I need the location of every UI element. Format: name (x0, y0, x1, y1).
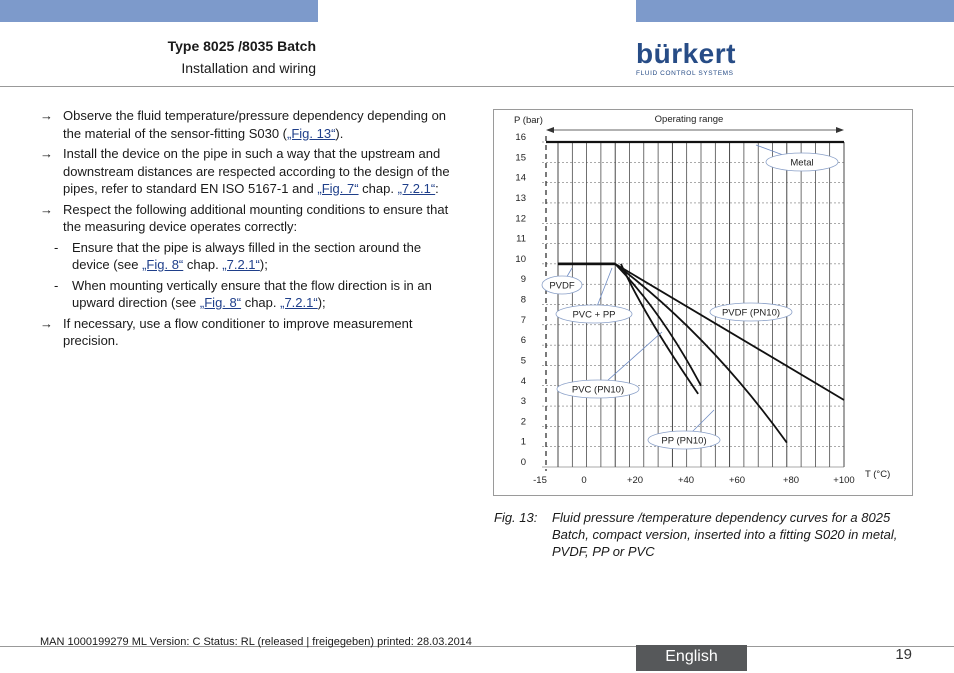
y-tick-label: 10 (515, 253, 526, 265)
logo-tagline: FLUID CONTROL SYSTEMS (636, 70, 734, 77)
instruction-item: → Observe the fluid temperature/pressure dependency depending on the material of the sensor-fitting S030 („Fig. 13“). (40, 108, 447, 141)
figure-13 (493, 109, 913, 496)
x-tick-label: +20 (626, 475, 644, 486)
series-label-pp-pn10-: PP (PN10) (661, 435, 707, 447)
y-tick-label: 13 (515, 192, 526, 204)
link-fig-8[interactable]: „Fig. 8“ (142, 257, 184, 272)
y-tick-label: 8 (520, 294, 526, 306)
arrow-icon: → (40, 315, 53, 331)
instruction-item: → If necessary, use a flow conditioner to improve measurement precision. (40, 315, 413, 348)
page-number: 19 (895, 646, 912, 663)
document-info: MAN 1000199279 ML Version: C Status: RL (released | freigegeben) printed: 28.03.2014 (40, 636, 472, 648)
document-title: Type 8025 /8035 Batch (167, 38, 316, 54)
link-chapter-7-2-1[interactable]: „7.2.1“ (397, 181, 436, 196)
instruction-list (40, 107, 460, 353)
header-divider (0, 86, 954, 87)
x-tick-label: +60 (728, 475, 746, 486)
sub-item: - When mounting vertically ensure that the flow direction is in an upward direction (see „Fig. 8“ chap. „7.2.1“); (54, 277, 432, 310)
series-label-pvdf: PVDF (549, 280, 575, 292)
series-label-pvc-pp: PVC + PP (572, 309, 616, 321)
y-tick-label: 14 (515, 172, 526, 184)
dash-bullet: - (54, 239, 59, 255)
x-tick-label: +80 (782, 475, 800, 486)
section-subtitle: Installation and wiring (181, 60, 316, 76)
sub-item: - Ensure that the pipe is always filled in the section around the device (see „Fig. 8“ chap. „7.2.1“); (54, 239, 422, 272)
link-chapter-7-2-1[interactable]: „7.2.1“ (280, 295, 318, 310)
y-tick-label: 0 (520, 457, 526, 468)
y-tick-label: 11 (516, 233, 526, 245)
pressure-temperature-chart (494, 110, 912, 495)
arrow-icon: → (40, 146, 53, 161)
instruction-item: → Respect the following additional mounting conditions to ensure that the measuring device operates correctly: (40, 201, 449, 234)
operating-range-arrowhead-left (546, 127, 554, 133)
operating-range-arrowhead-right (836, 127, 844, 133)
x-tick-label: +100 (833, 475, 855, 486)
y-tick-label: 2 (520, 416, 526, 428)
x-tick-label: 0 (581, 475, 587, 486)
y-tick-label: 4 (520, 375, 526, 387)
y-tick-label: 15 (515, 152, 526, 164)
logo-word: bürkert (636, 38, 736, 69)
y-tick-label: 7 (520, 314, 526, 326)
arrow-icon: → (40, 108, 53, 123)
header-bar-left (0, 0, 318, 22)
burkert-logo (636, 40, 736, 77)
link-fig-8[interactable]: „Fig. 8“ (199, 295, 242, 310)
y-tick-label: 12 (515, 213, 526, 225)
link-fig-7[interactable]: „Fig. 7“ (317, 181, 359, 196)
arrow-icon: → (40, 201, 53, 217)
header-bar-right (636, 0, 954, 22)
language-tab: English (636, 645, 747, 671)
instruction-item: → Install the device on the pipe in such a way that the upstream and downstream distances are respected according to the design of the pipes, refer to standard EN ISO 5167-1 and „Fig. 7“ chap. „7.2.1“: (40, 146, 450, 196)
x-axis-label: T (°C) (865, 469, 891, 480)
series-label-pvc-pn10-: PVC (PN10) (571, 384, 625, 396)
operating-range-label: Operating range (654, 114, 724, 125)
series-label-pvdf-pn10-: PVDF (PN10) (721, 307, 781, 319)
y-tick-label: 3 (520, 396, 526, 408)
dash-bullet: - (54, 277, 59, 293)
caption-label: Fig. 13: (494, 510, 538, 525)
y-tick-label: 6 (520, 335, 526, 347)
y-tick-label: 1 (520, 436, 526, 448)
x-tick-label: -15 (533, 475, 547, 486)
x-tick-label: +40 (677, 475, 695, 486)
y-axis-label: P (bar) (514, 115, 543, 126)
y-tick-label: 5 (520, 355, 526, 367)
series-label-metal: Metal (790, 157, 814, 169)
link-fig-13[interactable]: „Fig. 13“ (287, 125, 336, 141)
y-tick-label: 9 (520, 274, 526, 286)
caption-text: Fluid pressure /temperature dependency curves for a 8025 Batch, compact version, inserted into a fitting S020 in metal, PVDF, PP or PVC (552, 510, 898, 559)
link-chapter-7-2-1[interactable]: „7.2.1“ (222, 257, 260, 272)
y-tick-label: 16 (515, 132, 526, 143)
